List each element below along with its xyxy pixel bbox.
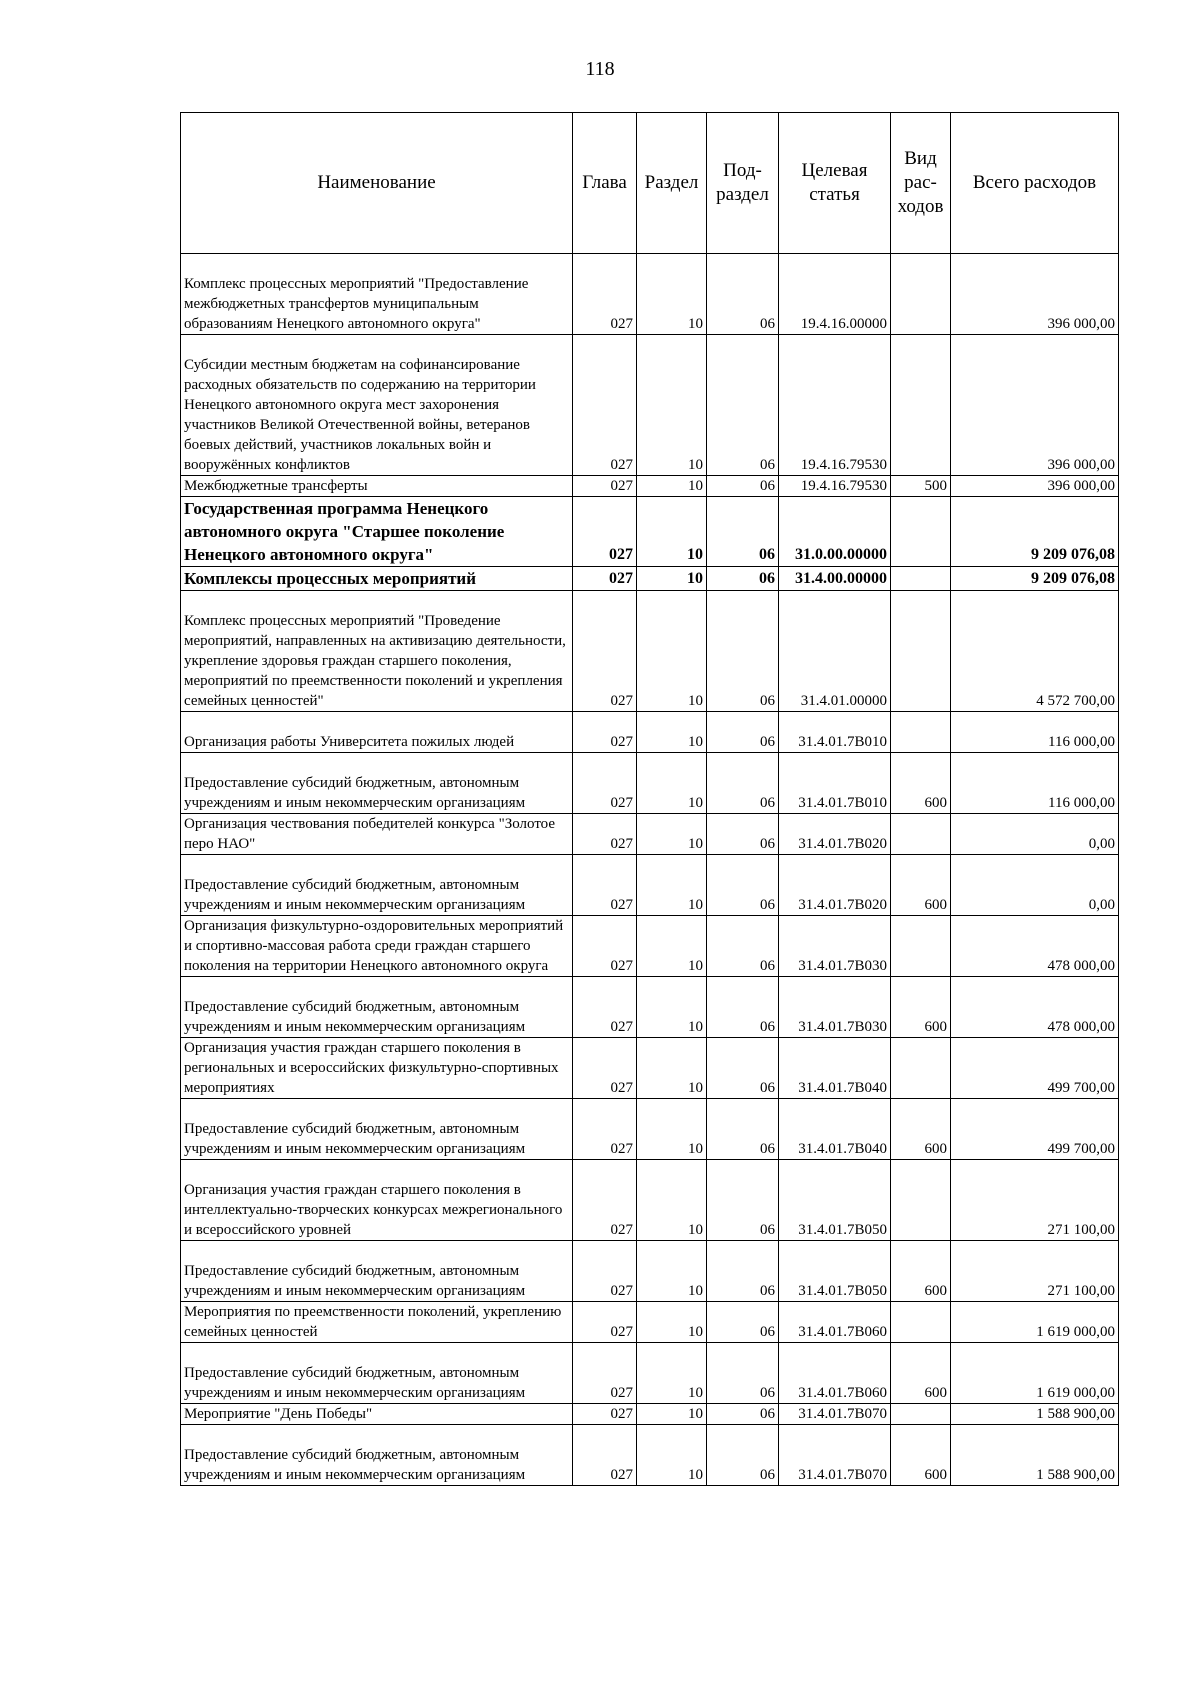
cell-vid	[891, 254, 951, 335]
cell-name: Предоставление субсидий бюджетным, автономным учреждениям и иным некоммерческим организациям	[181, 1241, 573, 1302]
cell-glava: 027	[573, 567, 637, 591]
cell-podrazdel: 06	[707, 254, 779, 335]
cell-total: 0,00	[951, 855, 1119, 916]
cell-razdel: 10	[637, 1038, 707, 1099]
table-row	[181, 1099, 1119, 1160]
cell-glava: 027	[573, 916, 637, 977]
cell-podrazdel: 06	[707, 916, 779, 977]
cell-total: 478 000,00	[951, 977, 1119, 1038]
cell-total: 1 619 000,00	[951, 1343, 1119, 1404]
cell-name: Межбюджетные трансферты	[181, 476, 573, 497]
cell-celevaya: 31.4.01.7В040	[779, 1038, 891, 1099]
cell-total: 1 588 900,00	[951, 1404, 1119, 1425]
cell-vid	[891, 712, 951, 753]
table-row	[181, 1160, 1119, 1241]
cell-total: 271 100,00	[951, 1160, 1119, 1241]
cell-name: Организация участия граждан старшего поколения в интеллектуально-творческих конкурсах межрегионального и всероссийского уровней	[181, 1160, 573, 1241]
cell-razdel: 10	[637, 497, 707, 567]
cell-glava: 027	[573, 1404, 637, 1425]
cell-total: 1 619 000,00	[951, 1302, 1119, 1343]
cell-celevaya: 31.4.01.7В020	[779, 814, 891, 855]
cell-podrazdel: 06	[707, 1241, 779, 1302]
cell-name: Мероприятия по преемственности поколений, укреплению семейных ценностей	[181, 1302, 573, 1343]
cell-celevaya: 31.4.01.7В010	[779, 753, 891, 814]
table-row	[181, 254, 1119, 335]
cell-celevaya: 31.4.01.7В020	[779, 855, 891, 916]
table-row	[181, 1302, 1119, 1343]
cell-celevaya: 19.4.16.00000	[779, 254, 891, 335]
cell-glava: 027	[573, 753, 637, 814]
cell-vid: 600	[891, 1425, 951, 1486]
cell-celevaya: 31.4.01.7В060	[779, 1302, 891, 1343]
cell-total: 499 700,00	[951, 1099, 1119, 1160]
cell-total: 0,00	[951, 814, 1119, 855]
cell-glava: 027	[573, 814, 637, 855]
cell-vid: 600	[891, 977, 951, 1038]
cell-vid: 600	[891, 1343, 951, 1404]
cell-podrazdel: 06	[707, 1404, 779, 1425]
header-total: Всего расходов	[951, 113, 1119, 254]
cell-podrazdel: 06	[707, 1302, 779, 1343]
cell-razdel: 10	[637, 1160, 707, 1241]
cell-name: Субсидии местным бюджетам на софинансирование расходных обязательств по содержанию на территории Ненецкого автономного округа мест захоронения участников Великой Отечественной войны, ветеранов боевых действий, участников локальных войн и вооружённых конфликтов	[181, 335, 573, 476]
table-row	[181, 497, 1119, 567]
cell-name: Предоставление субсидий бюджетным, автономным учреждениям и иным некоммерческим организациям	[181, 1343, 573, 1404]
cell-glava: 027	[573, 335, 637, 476]
cell-total: 116 000,00	[951, 753, 1119, 814]
cell-celevaya: 31.4.01.7В030	[779, 916, 891, 977]
table-row	[181, 1425, 1119, 1486]
cell-razdel: 10	[637, 1241, 707, 1302]
header-name: Наименование	[181, 113, 573, 254]
table-row	[181, 712, 1119, 753]
cell-razdel: 10	[637, 916, 707, 977]
cell-razdel: 10	[637, 1425, 707, 1486]
cell-vid	[891, 591, 951, 712]
cell-name: Комплексы процессных мероприятий	[181, 567, 573, 591]
cell-podrazdel: 06	[707, 712, 779, 753]
cell-podrazdel: 06	[707, 497, 779, 567]
budget-table	[180, 112, 1119, 1486]
cell-name: Мероприятие "День Победы"	[181, 1404, 573, 1425]
cell-vid	[891, 1038, 951, 1099]
cell-celevaya: 31.4.00.00000	[779, 567, 891, 591]
cell-vid	[891, 497, 951, 567]
cell-razdel: 10	[637, 1404, 707, 1425]
cell-total: 499 700,00	[951, 1038, 1119, 1099]
table-row	[181, 1404, 1119, 1425]
cell-glava: 027	[573, 977, 637, 1038]
cell-vid	[891, 1404, 951, 1425]
table-header-row	[181, 113, 1119, 254]
table-row	[181, 855, 1119, 916]
cell-podrazdel: 06	[707, 1038, 779, 1099]
table-row	[181, 916, 1119, 977]
header-celevaya: Целевая статья	[779, 113, 891, 254]
cell-celevaya: 19.4.16.79530	[779, 335, 891, 476]
cell-vid: 600	[891, 753, 951, 814]
cell-podrazdel: 06	[707, 753, 779, 814]
cell-glava: 027	[573, 497, 637, 567]
table-body	[181, 254, 1119, 1486]
page-number: 118	[585, 58, 615, 80]
cell-vid	[891, 1160, 951, 1241]
cell-total: 1 588 900,00	[951, 1425, 1119, 1486]
cell-total: 396 000,00	[951, 254, 1119, 335]
cell-celevaya: 31.4.01.7В050	[779, 1241, 891, 1302]
cell-razdel: 10	[637, 977, 707, 1038]
cell-total: 396 000,00	[951, 476, 1119, 497]
cell-razdel: 10	[637, 814, 707, 855]
cell-celevaya: 31.4.01.7В070	[779, 1425, 891, 1486]
cell-name: Предоставление субсидий бюджетным, автономным учреждениям и иным некоммерческим организациям	[181, 855, 573, 916]
cell-name: Организация участия граждан старшего поколения в региональных и всероссийских физкультурно-спортивных мероприятиях	[181, 1038, 573, 1099]
cell-glava: 027	[573, 591, 637, 712]
cell-celevaya: 31.4.01.7В050	[779, 1160, 891, 1241]
table-row	[181, 591, 1119, 712]
cell-vid	[891, 814, 951, 855]
cell-name: Предоставление субсидий бюджетным, автономным учреждениям и иным некоммерческим организациям	[181, 1425, 573, 1486]
cell-total: 9 209 076,08	[951, 497, 1119, 567]
cell-total: 478 000,00	[951, 916, 1119, 977]
cell-name: Организация физкультурно-оздоровительных мероприятий и спортивно-массовая работа среди граждан старшего поколения на территории Ненецкого автономного округа	[181, 916, 573, 977]
cell-celevaya: 31.0.00.00000	[779, 497, 891, 567]
cell-name: Организация чествования победителей конкурса "Золотое перо НАО"	[181, 814, 573, 855]
cell-razdel: 10	[637, 753, 707, 814]
header-glava: Глава	[573, 113, 637, 254]
cell-podrazdel: 06	[707, 335, 779, 476]
table-row	[181, 567, 1119, 591]
cell-glava: 027	[573, 254, 637, 335]
cell-razdel: 10	[637, 335, 707, 476]
cell-vid	[891, 916, 951, 977]
cell-name: Предоставление субсидий бюджетным, автономным учреждениям и иным некоммерческим организациям	[181, 1099, 573, 1160]
header-razdel: Раздел	[637, 113, 707, 254]
cell-name: Предоставление субсидий бюджетным, автономным учреждениям и иным некоммерческим организациям	[181, 753, 573, 814]
cell-glava: 027	[573, 1343, 637, 1404]
table-row	[181, 476, 1119, 497]
cell-celevaya: 31.4.01.7В010	[779, 712, 891, 753]
cell-total: 9 209 076,08	[951, 567, 1119, 591]
cell-name: Предоставление субсидий бюджетным, автономным учреждениям и иным некоммерческим организациям	[181, 977, 573, 1038]
cell-glava: 027	[573, 1099, 637, 1160]
cell-podrazdel: 06	[707, 1343, 779, 1404]
cell-razdel: 10	[637, 254, 707, 335]
cell-celevaya: 31.4.01.7В040	[779, 1099, 891, 1160]
cell-razdel: 10	[637, 1343, 707, 1404]
cell-glava: 027	[573, 1425, 637, 1486]
cell-podrazdel: 06	[707, 977, 779, 1038]
cell-razdel: 10	[637, 591, 707, 712]
cell-celevaya: 31.4.01.7В030	[779, 977, 891, 1038]
cell-celevaya: 31.4.01.7В070	[779, 1404, 891, 1425]
cell-razdel: 10	[637, 476, 707, 497]
cell-total: 116 000,00	[951, 712, 1119, 753]
cell-total: 271 100,00	[951, 1241, 1119, 1302]
cell-podrazdel: 06	[707, 591, 779, 712]
cell-vid	[891, 335, 951, 476]
cell-glava: 027	[573, 476, 637, 497]
cell-vid: 600	[891, 855, 951, 916]
table-row	[181, 1241, 1119, 1302]
cell-name: Организация работы Университета пожилых людей	[181, 712, 573, 753]
cell-podrazdel: 06	[707, 814, 779, 855]
cell-name: Комплекс процессных мероприятий "Проведение мероприятий, направленных на активизацию деятельности, укрепление здоровья граждан старшего поколения, мероприятий по преемственности поколений и укрепления семейных ценностей"	[181, 591, 573, 712]
cell-glava: 027	[573, 1302, 637, 1343]
cell-celevaya: 31.4.01.7В060	[779, 1343, 891, 1404]
cell-name: Государственная программа Ненецкого автономного округа "Старшее поколение Ненецкого автономного округа"	[181, 497, 573, 567]
cell-podrazdel: 06	[707, 1425, 779, 1486]
cell-podrazdel: 06	[707, 1160, 779, 1241]
cell-total: 4 572 700,00	[951, 591, 1119, 712]
cell-vid: 500	[891, 476, 951, 497]
table-row	[181, 814, 1119, 855]
table-row	[181, 977, 1119, 1038]
cell-vid	[891, 567, 951, 591]
cell-name: Комплекс процессных мероприятий "Предоставление межбюджетных трансфертов муниципальным образованиям Ненецкого автономного округа"	[181, 254, 573, 335]
cell-podrazdel: 06	[707, 476, 779, 497]
table-row	[181, 1343, 1119, 1404]
cell-razdel: 10	[637, 567, 707, 591]
cell-razdel: 10	[637, 1099, 707, 1160]
cell-podrazdel: 06	[707, 1099, 779, 1160]
cell-glava: 027	[573, 1160, 637, 1241]
table-row	[181, 335, 1119, 476]
cell-podrazdel: 06	[707, 567, 779, 591]
table-row	[181, 1038, 1119, 1099]
cell-razdel: 10	[637, 855, 707, 916]
cell-podrazdel: 06	[707, 855, 779, 916]
cell-glava: 027	[573, 712, 637, 753]
cell-razdel: 10	[637, 712, 707, 753]
cell-razdel: 10	[637, 1302, 707, 1343]
cell-vid: 600	[891, 1241, 951, 1302]
cell-glava: 027	[573, 1038, 637, 1099]
header-podrazdel: Под-раздел	[707, 113, 779, 254]
cell-glava: 027	[573, 855, 637, 916]
cell-vid: 600	[891, 1099, 951, 1160]
cell-glava: 027	[573, 1241, 637, 1302]
cell-celevaya: 31.4.01.00000	[779, 591, 891, 712]
header-vid: Вид рас-ходов	[891, 113, 951, 254]
table-row	[181, 753, 1119, 814]
cell-celevaya: 19.4.16.79530	[779, 476, 891, 497]
cell-total: 396 000,00	[951, 335, 1119, 476]
cell-vid	[891, 1302, 951, 1343]
